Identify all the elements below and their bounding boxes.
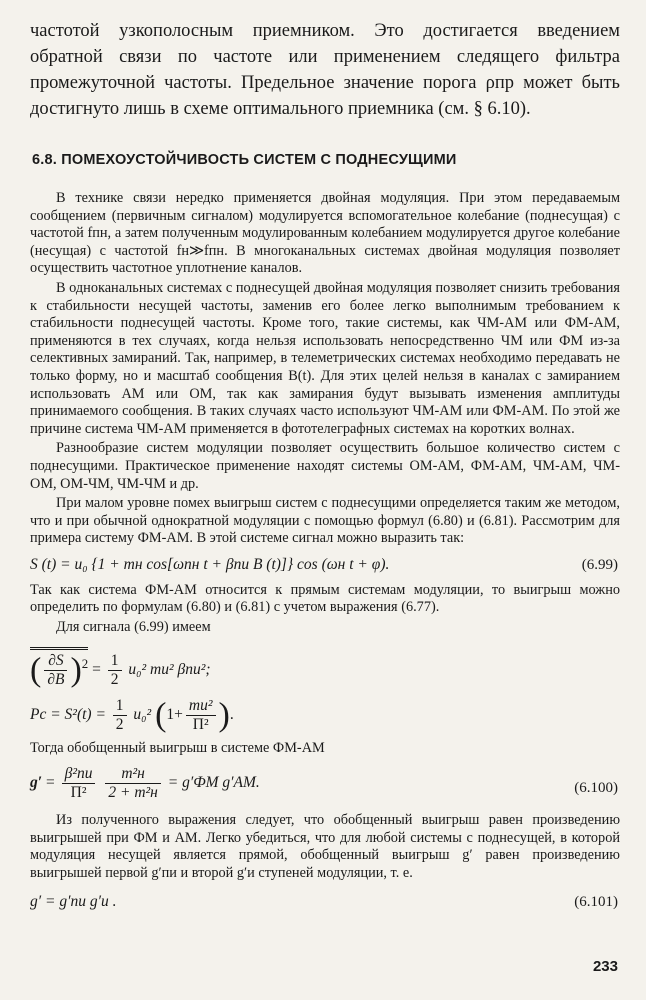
equation-power: Pc = S²(t) = $\frac{1}{2}$ u₀² (1+ $\frac{\text{mи²}}{\text{П²}}$ ). [30, 696, 234, 734]
power-inner-den: П² [192, 715, 209, 733]
paragraph-2: В одноканальных системах с поднесущей двойная модуляция позволяет снизить требования к стабильности несущей частоты, заменив его более легко выполнимым требованием к стабильности поднесущей частоты. Кроме того, такие системы, как ЧМ-АМ или ФМ-АМ, применяются в тех случаях, когда нельзя использовать непосредственно ЧМ или ФМ из-за селективных замираний. Так, например, в телеметрических системах необходимо передавать не только форму, но и масштаб сообщения B(t). Для этих целей нельзя в каналах с замиранием использовать АМ или ОМ, так как замирания будут вызывать изменения амплитуды принимаемого сообщения. В таких случаях часто используют ЧМ-АМ или ФМ-АМ. По этой же причине система ЧМ-АМ применяется в фототелеграфных системах на коротких волнах. [30, 279, 620, 437]
equation-power-tail: . [229, 705, 234, 723]
half-den-a: 2 [110, 670, 119, 688]
paragraph-then: Тогда обобщенный выигрыш в системе ФМ-АМ [30, 739, 325, 756]
equation-partial-rhs: u₀² mи² βпи²; [128, 660, 211, 678]
paragraph-3: Разнообразие систем модуляции позволяет осуществить большое количество систем с поднесущими. Практическое применение находят системы ОМ-АМ, ФМ-АМ, ЧМ-АМ, ЧМ-ОМ, ОМ-ЧМ, ЧМ-ЧМ и др. [30, 440, 620, 492]
half-num-b: 1 [113, 697, 127, 716]
equation-6-101-number: (6.101) [574, 893, 618, 910]
page-number: 233 [592, 958, 618, 975]
equation-power-lhs: Pc = S²(t) = [30, 705, 106, 723]
half-den-b: 2 [115, 715, 124, 733]
page-content [30, 18, 620, 919]
paragraph-for-signal: Для сигнала (6.99) имеем [56, 619, 211, 636]
partial-num: ∂S [44, 652, 67, 671]
paragraph-after-6-99: Так как система ФМ-АМ относится к прямым системам модуляции, то выигрыш можно определить по формулам (6.80) и (6.81) с учетом выражения (6.77). [30, 581, 620, 616]
paragraph-1: В технике связи нередко применяется двойная модуляция. При этом передаваемым сообщением (первичным сигналом) модулируется вспомогательное колебание (поднесущая) с частотой fпн, а затем полученным модулированным колебанием модулируется другое колебание (несущая) с частотой fн≫fпн. В многоканальных системах двойная модуляция позволяет осуществить частотное уплотнение каналов. [30, 190, 620, 277]
equation-6-99-number: (6.99) [581, 556, 618, 573]
power-inner-num: mи² [186, 697, 216, 716]
eq-6-100-rhs: = g′ФМ g′АМ. [167, 774, 260, 792]
top-paragraph: частотой узкополосным приемником. Это достигается введением обратной связи по частоте или применением следящего фильтра промежуточной частоты. Предельное значение порога ρпр может быть достигнуто лишь в схеме оптимального приемника (см. § 6.10). [30, 21, 620, 119]
equation-6-101-expr: g′ = g′пи g′и . [30, 892, 117, 910]
equation-6-99-expr: S (t) = u₀ {1 + mн cos[ωпн t + βпи B (t)]} cos (ωн t + φ). [30, 555, 390, 573]
equation-6-101 [30, 891, 620, 913]
equation-6-99 [30, 554, 620, 576]
equation-6-100-number: (6.100) [574, 780, 618, 797]
equation-partial-lhs: ( $\frac{\partial S}{\partial B}$ )$^2$ [30, 647, 88, 689]
equation-power-u: u₀² [133, 705, 152, 723]
paragraph-conclusion: Из полученного выражения следует, что обобщенный выигрыш равен произведению выигрышей при ФМ и АМ. Легко убедиться, что для любой системы с поднесущей, в которой модуляция несущей является прямой, обобщенный выигрыш g′ равен произведению выигрышей первой g′пи и второй g′и ступеней модуляции, т. е. [30, 812, 620, 882]
paragraph-4: При малом уровне помех выигрыш систем с поднесущими определяется таким же методом, что и при обычной однократной модуляции с помощью формул (6.80) и (6.81). Рассмотрим для примера систему ФМ-АМ. В этой системе сигнал можно выразить так: [30, 495, 620, 547]
equation-partial: ( $\frac{\partial S}{\partial B}$ )$^2$ = $\frac{1}{2}$ u₀² mи² βпи²; [30, 647, 620, 689]
eq-6-100-f1-den: П² [70, 784, 87, 802]
eq-6-100-f1-num: β²пи [62, 765, 96, 784]
eq-6-100-f2-den: 2 + m²н [108, 784, 158, 802]
equation-6-100: g′ = $\frac{\text{β²пи}}{\text{П²}}$ $\frac{\text{m²н}}{\text{2 + m²н}}$ = g′ФМ g′АМ. (6.100) [30, 765, 618, 802]
section-heading: 6.8. ПОМЕХОУСТОЙЧИВОСТЬ СИСТЕМ С ПОДНЕСУЩИМИ [32, 152, 457, 168]
eq-6-100-f2-num: m²н [105, 765, 161, 784]
partial-den: ∂B [47, 670, 65, 688]
half-num-a: 1 [108, 652, 122, 671]
